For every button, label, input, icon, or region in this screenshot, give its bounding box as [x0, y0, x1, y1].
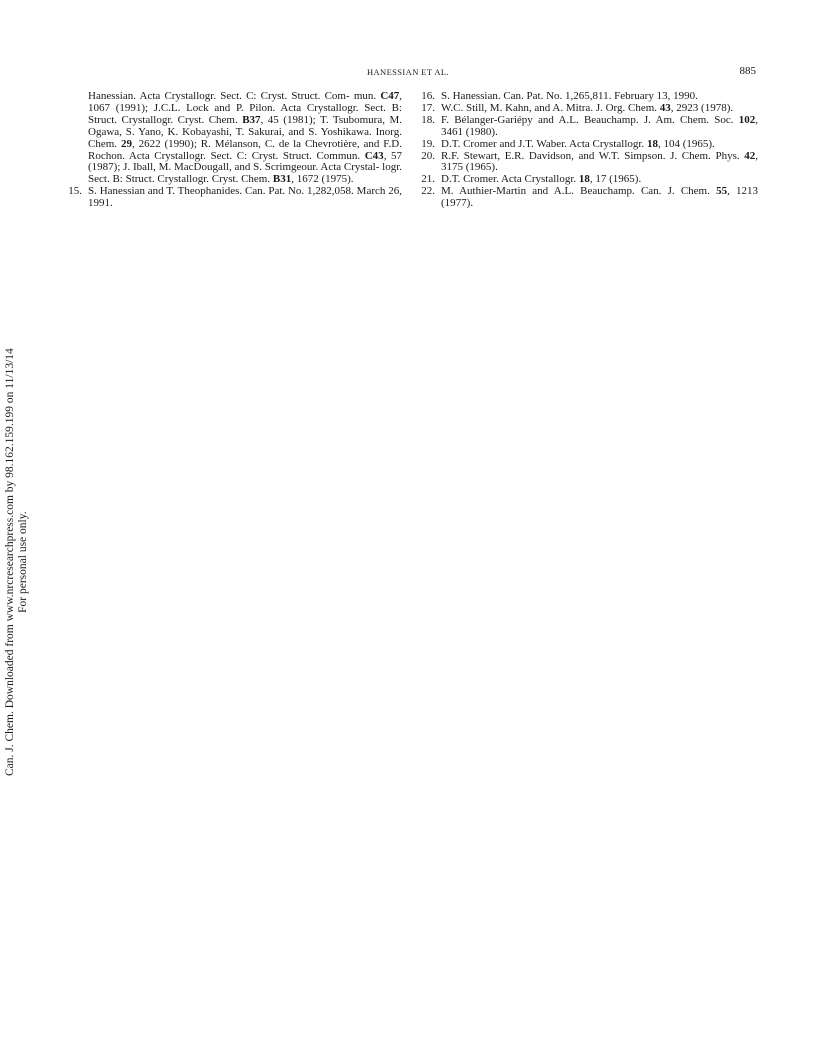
reference-number: 17. — [421, 101, 435, 114]
watermark-line-1: Can. J. Chem. Downloaded from www.nrcresearchpress.com by 98.162.159.199 on 11/13/14 — [4, 348, 16, 776]
reference-number: 15. — [68, 185, 82, 198]
reference-number: 21. — [421, 173, 435, 186]
reference-number: 19. — [421, 137, 435, 150]
references-left-column — [62, 91, 402, 210]
download-watermark — [4, 348, 30, 776]
references-right-column — [415, 91, 758, 210]
reference-16: 16. S. Hanessian. Can. Pat. No. 1,265,811. February 13, 1990. — [415, 91, 758, 103]
reference-20: 20. R.F. Stewart, E.R. Davidson, and W.T. Simpson. J. Chem. Phys. 42, 3175 (1965). — [415, 151, 758, 175]
page-header — [0, 67, 816, 81]
reference-14-continuation: Hanessian. Acta Crystallogr. Sect. C: Cryst. Struct. Com- mun. C47, 1067 (1991); J.C.L. Lock and P. Pilon. Acta Crystallogr. Sect. B: Struct. Crystallogr. Cryst. Chem. B37, 45 (1981); T. Tsubomura, M. Ogawa, S. Yano, K. Kobayashi, T. Sakurai, and S. Yoshikawa. Inorg. Chem. 29, 2622 (1990); R. Mélanson, C. de la Chevrotière, and F.D. Rochon. Acta Crystallogr. Sect. C: Cryst. Struct. Commun. C43, 57 (1987); J. Iball, M. MacDougall, and S. Scrimgeour. Acta Crystal- logr. Sect. B: Struct. Crystallogr. Cryst. Chem. B31, 1672 (1975). — [88, 90, 403, 186]
reference-15: 15. S. Hanessian and T. Theophanides. Can. Pat. No. 1,282,058. March 26, 1991. — [62, 186, 402, 210]
reference-number: 20. — [421, 149, 435, 162]
watermark-line-2: For personal use only. — [17, 511, 29, 613]
reference-number: 18. — [421, 113, 435, 126]
reference-22: 22. M. Authier-Martin and A.L. Beauchamp. Can. J. Chem. 55, 1213 (1977). — [415, 186, 758, 210]
reference-21: 21. D.T. Cromer. Acta Crystallogr. 18, 17 (1965). — [415, 174, 758, 186]
running-head: HANESSIAN ET AL. — [366, 67, 450, 77]
reference-19: 19. D.T. Cromer and J.T. Waber. Acta Crystallogr. 18, 104 (1965). — [415, 139, 758, 151]
page-number: 885 — [739, 65, 756, 77]
reference-number: 22. — [421, 185, 435, 198]
reference-17: 17. W.C. Still, M. Kahn, and A. Mitra. J. Org. Chem. 43, 2923 (1978). — [415, 103, 758, 115]
reference-number: 16. — [421, 90, 435, 102]
reference-18: 18. F. Bélanger-Gariépy and A.L. Beauchamp. J. Am. Chem. Soc. 102, 3461 (1980). — [415, 115, 758, 139]
